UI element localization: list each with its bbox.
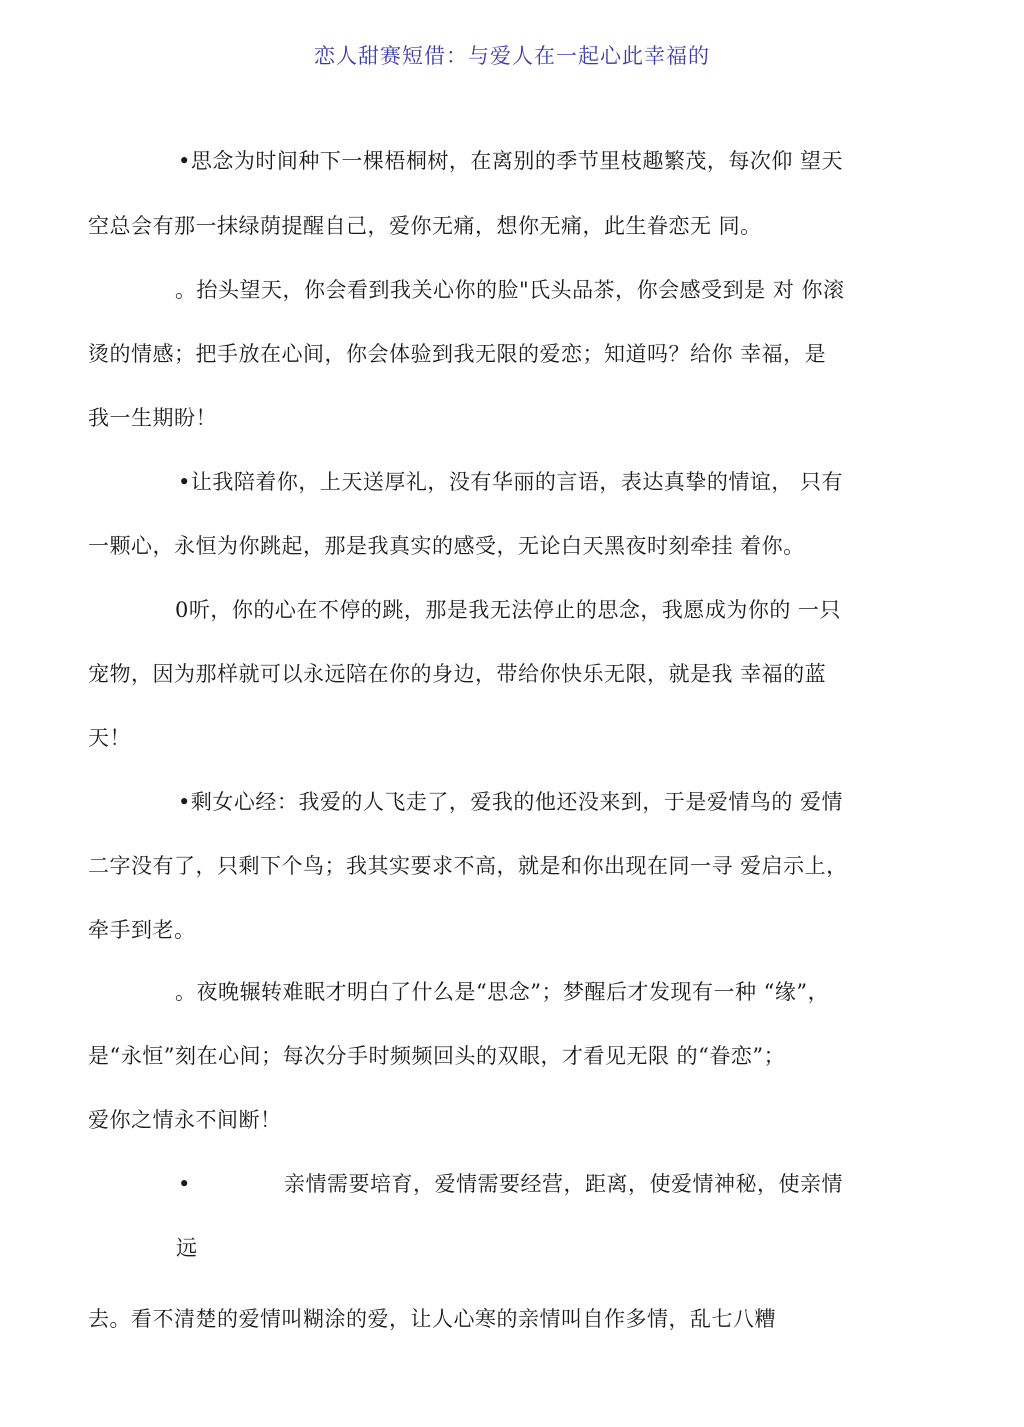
text-line: 牵手到老。: [88, 918, 196, 942]
text-line: 远: [176, 1236, 198, 1260]
text-line: 去。看不清楚的爱情叫糊涂的爱，让人心寒的亲情叫自作多情，乱七八糟: [88, 1307, 776, 1331]
text-line: 天！: [88, 726, 131, 750]
text-line: 爱你之情永不间断！: [88, 1108, 282, 1132]
text-line: 烫的情感；把手放在心间，你会体验到我无限的爱恋；知道吗？给你 幸福，是: [88, 342, 827, 366]
text-line: •剩女心经：我爱的人飞走了，爱我的他还没来到，于是爱情鸟的 爱情: [178, 790, 844, 814]
text-line: 是“永恒”刻在心间；每次分手时频频回头的双眼，才看见无限 的“眷恋”；: [88, 1044, 786, 1068]
text-line: •思念为时间种下一棵梧桐树，在离别的季节里枝趣繁茂，每次仰 望天: [178, 149, 844, 173]
text-line: 我一生期盼！: [88, 406, 217, 430]
text-line: 空总会有那一抹绿荫提醒自己，爱你无痛，想你无痛，此生眷恋无 同。: [88, 214, 762, 238]
text-line: 宠物，因为那样就可以永远陪在你的身边，带给你快乐无限，就是我 幸福的蓝: [88, 662, 827, 686]
text-line: 。抬头望天，你会看到我关心你的脸"氏头品茶，你会感受到是 对 你滚: [175, 278, 845, 302]
text-line: 亲情需要培育，爱情需要经营，距离，使爱情神秘，使亲情: [284, 1172, 843, 1196]
document-title: 恋人甜赛短借：与爱人在一起心此幸福的: [314, 44, 710, 68]
bullet: •: [178, 1172, 191, 1196]
text-line: •让我陪着你，上天送厚礼，没有华丽的言语，表达真挚的情谊， 只有: [178, 470, 844, 494]
text-line: 二字没有了，只剩下个鸟；我其实要求不高，就是和你出现在同一寻 爱启示上，: [88, 854, 848, 878]
text-line: 0听，你的心在不停的跳，那是我无法停止的思念，我愿成为你的 一只: [175, 598, 842, 622]
text-line: 一颗心，永恒为你跳起，那是我真实的感受，无论白天黑夜时刻牵挂 着你。: [88, 534, 805, 558]
text-line: 。夜晚辗转难眠才明白了什么是“思念”；梦醒后才发现有一种 “缘”，: [175, 980, 830, 1004]
